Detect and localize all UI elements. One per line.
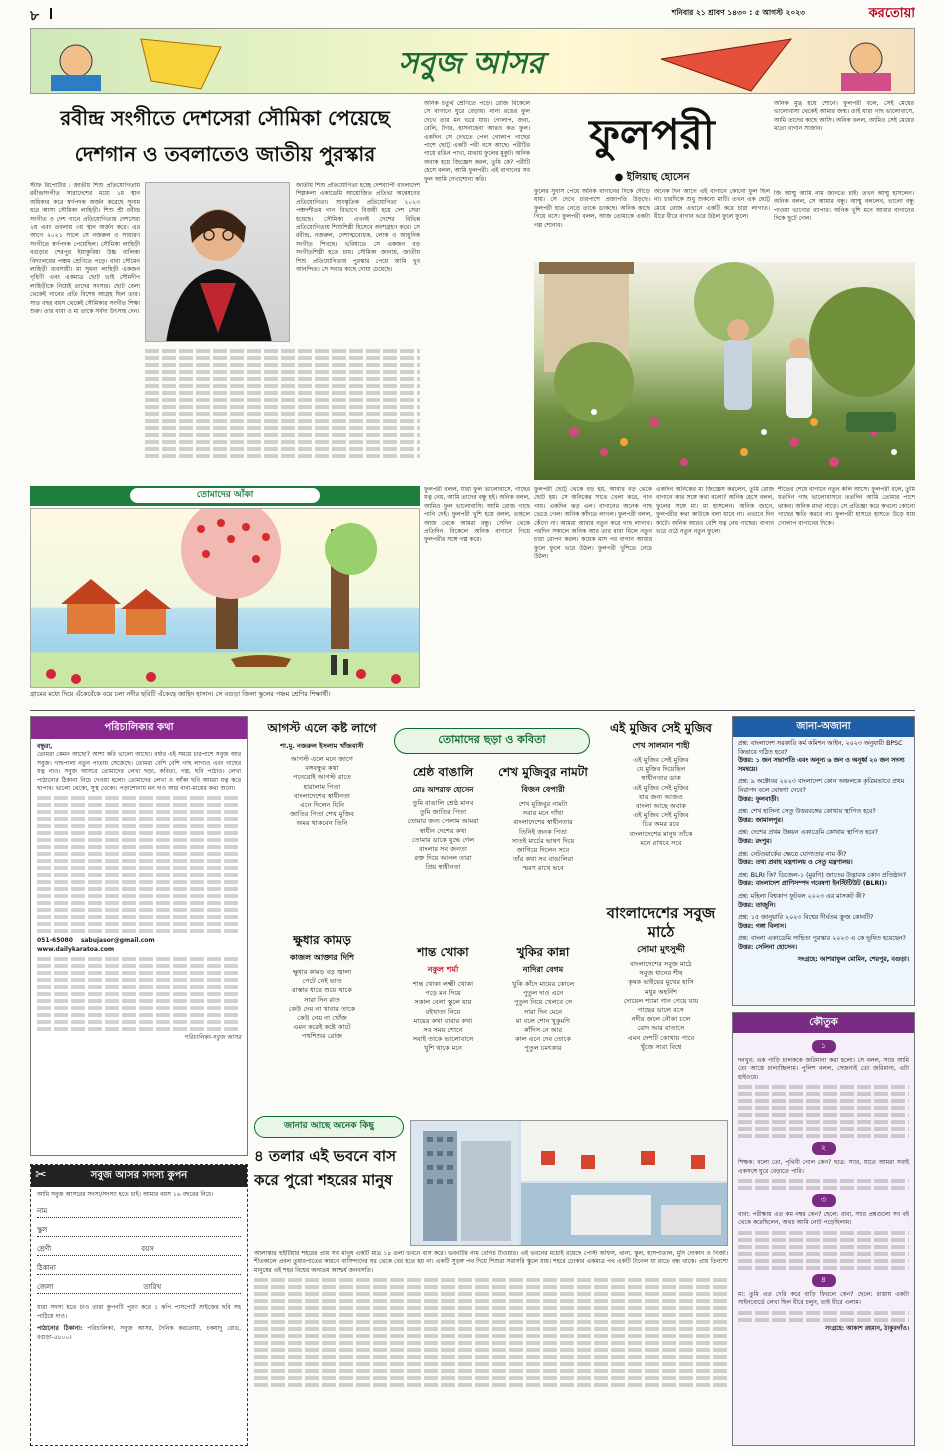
poem-august-title: আগস্ট এলে কষ্ট লাগে (267, 721, 377, 735)
poem-khukir-line-4: সারা দিন মেনে (523, 1007, 563, 1016)
poem-mujib-title: শেখ মুজিবুর নামটা (498, 765, 588, 779)
poem-this-mujib-line-1: এই মুজিব সেই মুজিব (633, 756, 689, 764)
coupon-field-address[interactable]: ঠিকানা (37, 1262, 241, 1275)
scissors-icon: ✂ (35, 1167, 47, 1183)
poem-mujib-line-8: স্মরণ রাখে ভবে (522, 864, 564, 873)
coupon-field-school[interactable]: স্কুল (37, 1224, 241, 1237)
quiz-header (733, 717, 914, 737)
kite-right (661, 39, 791, 91)
poem-mujib-line-5: সাতই মার্চের ভাষণ দিয়ে (511, 836, 575, 845)
fulpori-author: ● ইলিয়াছ হোসেন (614, 172, 690, 183)
poem-august-author: শা.মু. নজরুল ইসলাম খাঁজবাসী (280, 742, 364, 750)
poem-calm-line-5: মায়ের কথা বাবার কথা (413, 1016, 473, 1025)
poem-this-mujib-line-6: বাংলা আছে অবাক (636, 802, 686, 811)
coupon-field-district[interactable]: জেলা তারিখ (37, 1281, 241, 1294)
poem-august-line-1: আগস্ট এলে মনে জাগে (291, 755, 353, 763)
poem-green-line-3: কৃষক ভাইয়ের মুখের হাসি (628, 978, 694, 987)
quiz-item-1: প্রশ্ন: বাংলাদেশ সরকারি কর্ম কমিশন আইন, ২০২৩ অনুযায়ী BPSC কিভাবে গঠিত হবে? উত্তর: ১ জন সভাপতি এবং অনূন্য ৬ জন ও অনূর্ধ্ব ২০ জন সদস্য সমন্বয়ে। (738, 740, 905, 773)
poem-green-line-2: সবুজ ধানের শীষ (639, 969, 683, 978)
poem-this-mujib (594, 716, 728, 896)
village-drawing (31, 509, 420, 688)
poem-best-line-7: রক্ত দিয়ে আনল তারা (414, 854, 472, 863)
tower-banner: জানার আছে অনেক কিছু (254, 1116, 404, 1138)
quiz-item-3: প্রশ্ন: শেখ হাসিনা সেতু উত্তরবঙ্গের কোথায় স্থাপিত হবে? উত্তর: জামালপুর। (738, 808, 876, 824)
lead-story-bottom-text (145, 346, 420, 482)
poem-green-line-9: এমন দেশটি কোথায় পাবে (627, 1033, 695, 1042)
tower-images (411, 1121, 728, 1246)
joke-4: ৪ মা: তুমি এত দেরি করে বাড়ি ফিরলে কেন? ছেলে: রাস্তায় একটা সাইনবোর্ডে লেখা ছিল ধীরে চলুন, তাই ধীরে এলাম। (738, 1274, 909, 1322)
poem-hunger-line-7: এমন করেই কষ্টে কাটে (293, 1023, 351, 1032)
quiz-box (732, 716, 915, 1006)
quiz-item-2: প্রশ্ন: ৯ অক্টোবর ২০২৩ বাংলাদেশ কোন অঞ্চলকে কৃত্রিমভাবে প্রথম নিরাপদ বলে ঘোষণা দেবে? উত্তর: ফুলবাড়ী। (738, 778, 905, 803)
tower-headline: ৪ তলার এই ভবনে বাস করে পুরো শহরের মানুষ (254, 1147, 396, 1189)
poem-hunger-line-5: কেউ দেয় না খাবার তাকে (288, 1004, 356, 1013)
editor-box-title: পরিচালিকার কথা (104, 722, 174, 733)
joke-3: ৩ বাবা: পরীক্ষায় এত কম নম্বর কেন? ছেলে: বাবা, স্যার প্রশ্নগুলো সব বই থেকে করেছিলেন, অথচ আমি নোট পড়েছিলাম। (738, 1194, 909, 1270)
poem-august-line-3: পনেরোই আগস্ট রাতে (292, 773, 351, 782)
paper-logo: করতোয়া (868, 6, 915, 21)
poem-this-mujib-author: শেখ সালমান শাহী (632, 741, 690, 750)
joke-number-badge: ২ (812, 1142, 836, 1155)
poem-khukir-line-2: পুতুল দাও এনে (522, 989, 564, 998)
poem-calm-line-3: সকাল বেলা স্কুলে যায় (414, 998, 472, 1007)
poem-mujib-line-1: শেখ মুজিবুর নামটা (518, 800, 568, 808)
joke-number-badge: ১ (812, 1040, 836, 1053)
poem-hunger-line-6: কেউ নেয় না খোঁজ (297, 1014, 347, 1023)
page-number: ৮ (30, 8, 40, 22)
jokes-title: কৌতুক (809, 1017, 838, 1028)
poem-khukir-title: খুকির কান্না (516, 945, 570, 959)
poem-green-field-author: সোমা মুৎসুদ্দী (637, 945, 685, 955)
poem-best-line-3: তোমার জন্য পেলাম আমরা (407, 817, 479, 826)
poem-hunger-line-8: পথশিশুর রোজ (301, 1032, 343, 1041)
poem-calm-line-8: খুশি থাকে মনে (423, 1044, 462, 1053)
poem-green-field (594, 900, 728, 1120)
editor-signature: পরিচালিকা-সবুজ আসর (183, 1034, 241, 1042)
poem-mujib-author: বিজন বেপারী (521, 785, 565, 794)
poem-august-line-8: অমর থাকবেন তিনি (296, 819, 348, 828)
banner-title: সবুজ আসর (398, 46, 544, 81)
poem-hunger-line-1: ক্ষুধার কামড় বড় জ্বালা (292, 968, 352, 976)
poem-green-line-5: দোয়েল শ্যামা গান গেয়ে যায় (623, 996, 699, 1005)
garden-scene (534, 262, 915, 480)
story-col-c: ফুলপরী ছোট্ট থেকে বড় হয়, আবার বড় থেকে ছোট হয়। সে অনিকের সাথে খেলা করে, গান গায়। একদিন ঝড় এল। বাগানের অনেক গাছ ভেঙে গেল। অনিক কাঁদতে লাগল। ফুলপরী বলল, কেঁদো না। আমরা আবার নতুন করে গাছ লাগাব। পরদিন সকালে অনিক আর তার বাবা মিলে নতুন চারা রোপণ করল। কয়েক মাস পর বাগান আবার ফুলে ফুলে ভরে উঠল। ফুলপরী খুশিতে নেচে উঠল। (534, 486, 652, 561)
poem-august-line-7: জাতির পিতা শেখ মুজিব (290, 810, 354, 819)
poem-august-line-6: এনে দিলেন যিনি (299, 801, 345, 810)
coupon-header (31, 1165, 247, 1187)
coupon-intro: আমি সবুজ আসরের সদস্য/সদস্যা হতে চাই। আমার বয়স ১৬ বছরের নিচে। (37, 1191, 214, 1198)
lead-story-photo (145, 182, 290, 342)
fulpori-col1: ফুলের সুবাস পেয়ে অনিক বাগানের দিকে দৌড়ে যায়। সে দেখে চারপাশে প্রজাপতি উড়ছে। ফুলপরী হাত নেড়ে তাকে ডাকছে। অনিক কাছে গিয়ে বসে। ফুলপরী বলল, আজ তোমাকে একটা গল্প শোনাব। (534, 188, 650, 229)
poem-calm-boy (394, 940, 492, 1110)
joke-2: ২ শিক্ষক: বলো তো, পৃথিবী গোল কেন? ছাত্র: স্যার, যাতে আমরা সবাই একসঙ্গে ঘুরে বেড়াতে পারি। (738, 1142, 909, 1190)
art-section-title: তোমাদের আঁকা (130, 488, 320, 503)
boy-figure (60, 45, 92, 77)
lead-story-col2: জাতীয় শিশু প্রতিযোগিতা হচ্ছে দেশব্যাপী বাংলাদেশ শিল্পকলা একাডেমি আয়োজিত প্রতিভা অন্বেষণের প্রতিযোগিতা। সাংস্কৃতিক প্রতিযোগিতা ২০২৩ পঞ্চদশীতম গান বিভাগে বিজয়ী হয়ে দেশ সেরা হয়েছে। সৌমিকা এখনই দেশের বিভিন্ন প্রতিযোগিতায় শিশুশিল্পী হিসেবে অংশগ্রহণ করে। সে রবীন্দ্র, নজরুল, দেশাত্মবোধক, লোক ও আধুনিক সংগীত শিখছে। ভবিষ্যতে সে একজন বড় সংগীতশিল্পী হতে চায়। সৌমিকা জানায়, জাতীয় শিশু প্রতিযোগিতায় পুরস্কার পেয়ে আমি খুব আনন্দিত। সে সবার কাছে দোয়া চেয়েছে। (296, 182, 420, 274)
editor-box-header (31, 717, 247, 739)
fulpori-col4: জি আম্মু আমি নাম জানতে চাই। তখন আম্মু হাসলেন। অনিক বলল, সে আমার বন্ধু। আম্মু বললেন, ভালো বন্ধু পাওয়া ভাগ্যের ব্যাপার। অনিক খুশি মনে আবার বাগানের দিকে ছুটে গেল। (774, 190, 914, 223)
coupon-note: যারা সদস্য হতে চাও তারা কুপনটি পূরণ করে ১ কপি পাসপোর্ট সাইজের ছবি সহ পাঠিয়ে দাও। (37, 1304, 241, 1320)
editor-box (30, 716, 248, 1156)
poem-hunger (254, 928, 390, 1110)
poem-sheikh-mujib (494, 760, 592, 940)
poem-khukir-line-7: কাল এনে দেব তোকে (515, 1035, 571, 1044)
poem-green-line-6: গাছের ডালে বসে (638, 1006, 684, 1015)
tower-photo (410, 1120, 728, 1246)
editor-salutation: বন্ধুরা, (37, 743, 53, 750)
poem-green-line-1: বাংলাদেশের সবুজ মাঠে (630, 960, 692, 968)
poem-hunger-title: ক্ষুধার কামড় (293, 933, 351, 947)
poem-khukir-line-3: পুতুল নিয়ে খেলবে সে (513, 998, 573, 1007)
sabuj-asor-banner (30, 28, 915, 94)
poem-green-line-8: রোদ আর বাতাসে (637, 1024, 685, 1033)
coupon-address: পাঠানোর ঠিকানা: পরিচালিকা, সবুজ আসর, দৈনিক করতোয়া, চকযাদু রোড, বগুড়া-৫৮০০। (37, 1325, 241, 1341)
poem-best-line-4: স্বাধীন দেশের কথা (419, 826, 467, 835)
poem-calm-line-1: শান্ত খোকা লক্ষ্মী খোকা (412, 980, 474, 988)
poem-khukir-line-6: কাঁদিস নে আর (523, 1026, 563, 1035)
poem-little-girl-cry (494, 940, 592, 1110)
girl-figure (850, 43, 882, 75)
lead-headline-line2: দেশগান ও তবলাতেও জাতীয় পুরস্কার (74, 142, 376, 166)
story-col-a: অনিক চতুর্থ শ্রেণিতে পড়ে। রোজ বিকেলে সে বাগানে ঘুরে বেড়ায়। নানা রঙের ফুল দেখে তার মন ভরে যায়। গোলাপ, জবা, বেলি, টগর, হাসনাহেনা আরও কত ফুল। একদিন সে দেখতে পেল গোলাপ গাছের পাশে ছোট্ট একটি পরী বসে আছে। পরীটির গায়ে রঙিন পাখা, মাথায় ফুলের মুকুট। অনিক অবাক হয়ে জিজ্ঞেস করল, তুমি কে? পরীটি হেসে বলল, আমি ফুলপরী। এই বাগানের সব ফুল আমি দেখাশোনা করি। (424, 100, 530, 183)
date-line: শনিবার ২১ শ্রাবণ ১৪৩০ : ৫ আগস্ট ২০২৩ (671, 8, 805, 17)
poem-this-mujib-line-10: মনে রাখবে সবে (640, 838, 682, 847)
poem-calm-title: শান্ত খোকা (417, 945, 469, 959)
editor-phone: 051-65080 (37, 937, 73, 945)
fulpori-title: ফুলপরী (589, 110, 715, 159)
poem-khukir-line-5: মা বলে শোন খুকুমণি (516, 1016, 570, 1025)
header-divider (50, 8, 52, 19)
poem-august-line-4: হারালাম পিতা (303, 782, 341, 791)
poem-mujib-line-6: জাগিয়ে দিলেন সবে (516, 846, 570, 855)
poem-this-mujib-line-3: স্বাধীনতার ডাক (641, 774, 681, 783)
lead-headline (30, 100, 420, 178)
quiz-item-7: প্রশ্ন: মহিলা বিশ্বকাপ ফুটবল ২০২৩ এর মাসকট কী? উত্তর: তাজুনি। (738, 892, 866, 909)
quiz-item-5: প্রশ্ন: নেটওয়ার্কের ক্ষেত্রে যোগ্যতার নাম কী? উত্তর: তথ্য প্রবাহ মন্ত্রণালয় ও সেতু মন্ত্রণালয়। (738, 850, 853, 867)
poem-hunger-line-3: রাস্তার ধারে শুয়ে থাকে (292, 986, 352, 995)
poem-hunger-author: কাজল আক্তার দিশি (290, 953, 354, 962)
poem-this-mujib-title: এই মুজিব সেই মুজিব (610, 721, 712, 735)
poem-best-line-8: প্রিয় স্বাধীনতা (425, 863, 461, 872)
quiz-footer: সংগ্রহে: আশরাফুল মোমিন, শেরপুর, বগুড়া। (797, 956, 909, 964)
garden-photo (534, 262, 915, 480)
poem-august-line-5: বাংলাদেশের স্বাধীনতা (294, 791, 350, 800)
poem-best-bengali (394, 760, 492, 940)
coupon-field-name[interactable]: নাম (37, 1205, 241, 1218)
poem-august-line-2: বঙ্গবন্ধুর কথা (305, 764, 339, 773)
poem-green-line-4: মধুর অহর্নিশ (645, 987, 677, 996)
editor-website[interactable]: www.dailykaratoa.com (37, 945, 115, 953)
quiz-item-4: প্রশ্ন: দেশের প্রথম উন্নয়ন একাডেমি কোথায় স্থাপিত হবে? উত্তর: রংপুর। (738, 829, 878, 845)
poem-this-mujib-line-7: এই মুজিব সেই মুজিব (633, 811, 689, 820)
poem-khukir-author: নাদিরা বেগম (522, 965, 564, 974)
poem-calm-line-4: বইখাতা নিয়ে (425, 1007, 461, 1016)
lead-headline-line1: রবীন্দ্র সংগীতে দেশসেরা সৌমিকা পেয়েছে (60, 106, 390, 130)
poem-mujib-line-3: বাংলাদেশের স্বাধীনতার (513, 818, 573, 827)
poem-mujib-line-7: তাঁর কথা সব বাঙালিরা (512, 855, 574, 864)
poem-mujib-line-2: সবার মনে গাঁথা (522, 809, 564, 818)
joke-1: ১ দনখুব: এক গাড়ি চালককে জরিমানা করা হলো। সে বলল, স্যার আমি তো আস্তে চালাচ্ছিলাম। পুলিশ বলল, সেজন্যই তো জরিমানা, এটা হাইওয়ে। (738, 1040, 909, 1138)
poem-khukir-line-1: খুকি কাঁদে মায়ের কোলে (511, 980, 575, 988)
story-col-b: ফুলপরী বলল, যারা ফুল ভালোবাসে, গাছের যত্ন নেয়, আমি তাদের বন্ধু হই। অনিক বলল, আমিও ফুল ভালোবাসি। আমি রোজ গাছে পানি দেই। ফুলপরী খুশি হয়ে বলল, তাহলে আজ থেকে আমরা বন্ধু। সেদিন থেকে প্রতিদিন বিকেলে অনিক বাগানে গিয়ে ফুলপরীর সঙ্গে গল্প করে। (424, 486, 530, 544)
poem-calm-line-7: সবাই তাকে ভালোবাসে (412, 1035, 474, 1044)
poem-best-line-6: বাংলার সব জনতা (419, 845, 467, 854)
quiz-item-9: প্রশ্ন: বাংলা একাডেমি সাহিত্য পুরস্কার ২০২৩ এ কে ভূষিত হয়েছেন? উত্তর: সেলিনা হোসেন। (738, 935, 906, 951)
art-section-header (30, 486, 420, 506)
jokes-header (733, 1013, 914, 1033)
poem-this-mujib-line-5: যার জন্য আজও (639, 792, 683, 801)
poem-green-line-10: খুঁজে সারা বিশ্বে (640, 1042, 682, 1051)
poem-this-mujib-line-2: যে মুজিব দিয়েছিল (636, 765, 686, 774)
fulpori-col3: অনিক মুগ্ধ হয়ে শোনে। ফুলপরী বলে, সেই মেয়ের ভালোবাসা থেকেই আমার জন্ম। তাই যারা গাছ ভালোবাসে, আমি তাদের কাছে আসি। অনিক বলল, আমিও সেই মেয়ের মতো বাগান সাজাব। (774, 100, 914, 133)
bullet-icon: ● (614, 172, 627, 183)
editor-text: তোমরা কেমন আছো? আশা করি ভালো আছো। বর্ষার এই সময়ে চারপাশে সবুজ আর সবুজ। গাছপালা নতুন পাতায় সেজেছে। তোমরা বেশি বেশি গাছ লাগাও এবং গাছের যত্ন নাও। সবুজ আসরে তোমাদের লেখা ছড়া, কবিতা, গল্প, ছবি পাঠাও। লেখা পাঠানোর ঠিকানা নিচে দেওয়া হলো। তোমাদের লেখা ও আঁকা ছবি আমরা যত্ন করে ছাপাব। ভালো থেকো, সুস্থ থেকো। পড়াশোনায় মন দাও আর বাবা-মায়ের কথা শুনো। (37, 751, 241, 793)
poem-khukir-line-8: পুতুল চমৎকার (524, 1044, 562, 1053)
lead-story-col1: স্টাফ রিপোর্টার : জাতীয় শিশু প্রতিযোগিতায় রবীন্দ্রসংগীত সারাদেশের মধ্যে ১ম স্থান অধিকার করে স্বর্ণপদক অর্জন করেছে সুনাম ধরে আসা সৌমিকা লাহিড়ী। শিশু শ্রী রবীন্দ্র সংগীত ও দেশ গানে প্রতিযোগিতায় দেশসেরা ২য় এবং তবলায় ৩য় স্থান অর্জন করে। এর আগে ২০২১ সালে সে নজরুল ও সাধারণ সংগীতে স্বর্ণপদক পেয়েছিল। সৌমিকা লাহিড়ী বগুড়ার শেরপুর ইয়াকুবিয়া উচ্চ বালিকা বিদ্যালয়ের পঞ্চম শ্রেণিতে পড়ে। বাবা সৌমেন লাহিড়ী ব্যবসায়ী। মা সুমনা লাহিড়ী একজন গৃহিণী এবং একমাত্র ছোট ভাই সৌমদীপ লাহিড়ীকে নিয়েই তাদের সংসার। ছোট বেলা থেকেই গানের প্রতি বিশেষ আগ্রহ ছিল তার। সাত বছর বয়স থেকেই সৌমিকার সংগীত শিক্ষা শুরু। তার বাবা ও মা তাকে সর্বদা উৎসাহ দেন। (30, 182, 140, 316)
coupon-title: সবুজ আসর সদস্য কুপন (90, 1170, 188, 1181)
poem-best-line-1: তুমি বাঙালি শ্রেষ্ঠ মানব (412, 799, 474, 807)
poem-best-title: শ্রেষ্ঠ বাঙালি (412, 765, 474, 779)
story-col-d: একদিন অনিকের মা জিজ্ঞেস করলেন, তুমি রোজ বাগানে কার সঙ্গে কথা বলো? অনিক হেসে বলল, ফুলের সঙ্গে মা। মা হাসলেন। অনিক জানে, ফুলপরীর কথা কাউকে বলা যাবে না। এভাবে দিন কাটে। অনিক আরও বেশি যত্ন নেয় গাছের। বাগান ভরে ওঠে নতুন নতুন ফুলে। (656, 486, 774, 536)
poem-this-mujib-line-9: বাংলাদেশের মানুষ তাঁকে (629, 829, 693, 838)
poem-green-field-title: বাংলাদেশের সবুজ মাঠে (606, 904, 716, 941)
coupon-field-class[interactable]: শ্রেণী বয়স (37, 1243, 241, 1256)
poem-hunger-line-4: সারা দিন রাত (304, 995, 340, 1004)
fulpori-col2: অনেক দিন আগে এই বাগানে কোনো ফুল ছিল না। চারদিকে শুধু শুকনো মাটি। তখন এক ছোট্ট মেয়ে রোজ এখানে একটি করে চারা লাগাত। ধীরে ধীরে বাগান ভরে উঠল ফুলে ফুলে। (654, 188, 770, 221)
poem-mujib-line-4: তিনিই জনক পিতা (519, 827, 567, 836)
poem-best-line-5: তোমার ডাকে যুদ্ধে গেল (411, 835, 475, 844)
poem-august (254, 716, 390, 926)
membership-coupon (30, 1164, 248, 1446)
tower-text: আলাস্কার হুইটিয়ার শহরের প্রায় সব মানুষ একটি মাত্র ১৪ তলা ভবনে বাস করে। ভবনটির নাম বেগিচ টাওয়ার। এই ভবনের মধ্যেই রয়েছে পোস্ট অফিস, থানা, স্কুল, হাসপাতাল, মুদি দোকান ও গির্জা। শীতকালে প্রবল তুষারপাতের কারণে বাসিন্দাদের ঘর থেকে বের হতে হয় না। একটি সুড়ঙ্গ পথ দিয়ে শিশুরা সরাসরি স্কুলে যায়। শহরে ঢোকার একমাত্র পথ একটি টানেল যা রাতে বন্ধ থাকে। প্রায় তিনশো মানুষের এই শহর বিশ্বের অন্যতম আশ্চর্য জনবসতি। (254, 1250, 728, 1446)
story-col-e: শীতের শেষে বাগানে নতুন কলি আসে। ফুলপরী বলে, তুমি যতদিন গাছ ভালোবাসবে ততদিন আমি তোমার পাশে থাকব। অনিক মাথা নাড়ে। সে প্রতিজ্ঞা করে কখনো কোনো গাছের ক্ষতি করবে না। ফুলপরী হাসতে হাসতে উড়ে যায় গোলাপ বাগানের দিকে। (778, 486, 915, 527)
joke-number-badge: ৪ (812, 1274, 836, 1287)
quiz-item-6: প্রশ্ন: BLRI কি? ডিজেল-১ (মুরগি) জাতের উদ্ভাবক কোন প্রতিষ্ঠান? উত্তর: বাংলাদেশ প্রাণিসম্পদ গবেষণা ইনস্টিটিউট (BLRI)। (738, 871, 907, 888)
poem-best-author: মোঃ আশরাফ হোসেন (412, 786, 474, 794)
girl-portrait (146, 183, 290, 342)
poem-green-line-7: নদীর জলে নৌকা চলে (631, 1015, 691, 1024)
kite-left (141, 39, 221, 89)
poem-calm-line-6: সব সময় শোনে (423, 1026, 463, 1035)
editor-email[interactable]: sabujasor@gmail.com (80, 937, 155, 945)
quiz-title: জানা-অজানা (796, 721, 851, 732)
rhymes-section-title: তোমাদের ছড়া ও কবিতা (394, 728, 590, 754)
page-header (30, 4, 915, 22)
poem-this-mujib-line-8: চির অমর রবে (642, 820, 680, 829)
poem-calm-author: নকুল শর্মা (427, 965, 459, 974)
jokes-footer: সংগ্রহে: আকাশ রহমান, ঠাকুরগাঁও। (825, 1324, 909, 1332)
poem-this-mujib-line-4: এই মুজিব সেই মুজিব (633, 783, 689, 792)
poem-best-line-2: তুমি জাতির পিতা (419, 808, 467, 817)
jokes-box (732, 1012, 915, 1446)
joke-number-badge: ৩ (812, 1194, 836, 1207)
poem-hunger-line-2: পেটে নেই ভাত (302, 977, 342, 986)
poem-calm-line-2: পড়ে মন দিয়ে (425, 989, 461, 998)
art-caption: গ্রামের মধ্যে দিয়ে এঁকেবেঁকে বয়ে চলা নদীর ছবিটি এঁকেছে জাহিদ হাসান। সে বগুড়া জিলা স্কুলের পঞ্চম শ্রেণির শিক্ষার্থী। (30, 690, 331, 698)
quiz-item-8: প্রশ্ন: ১৫ জানুয়ারি ২০২৩ বিশ্বের দীর্ঘতম ক্রুজ কোনটি? উত্তর: গঙ্গা বিলাস। (738, 914, 874, 930)
children-drawing (30, 508, 420, 688)
